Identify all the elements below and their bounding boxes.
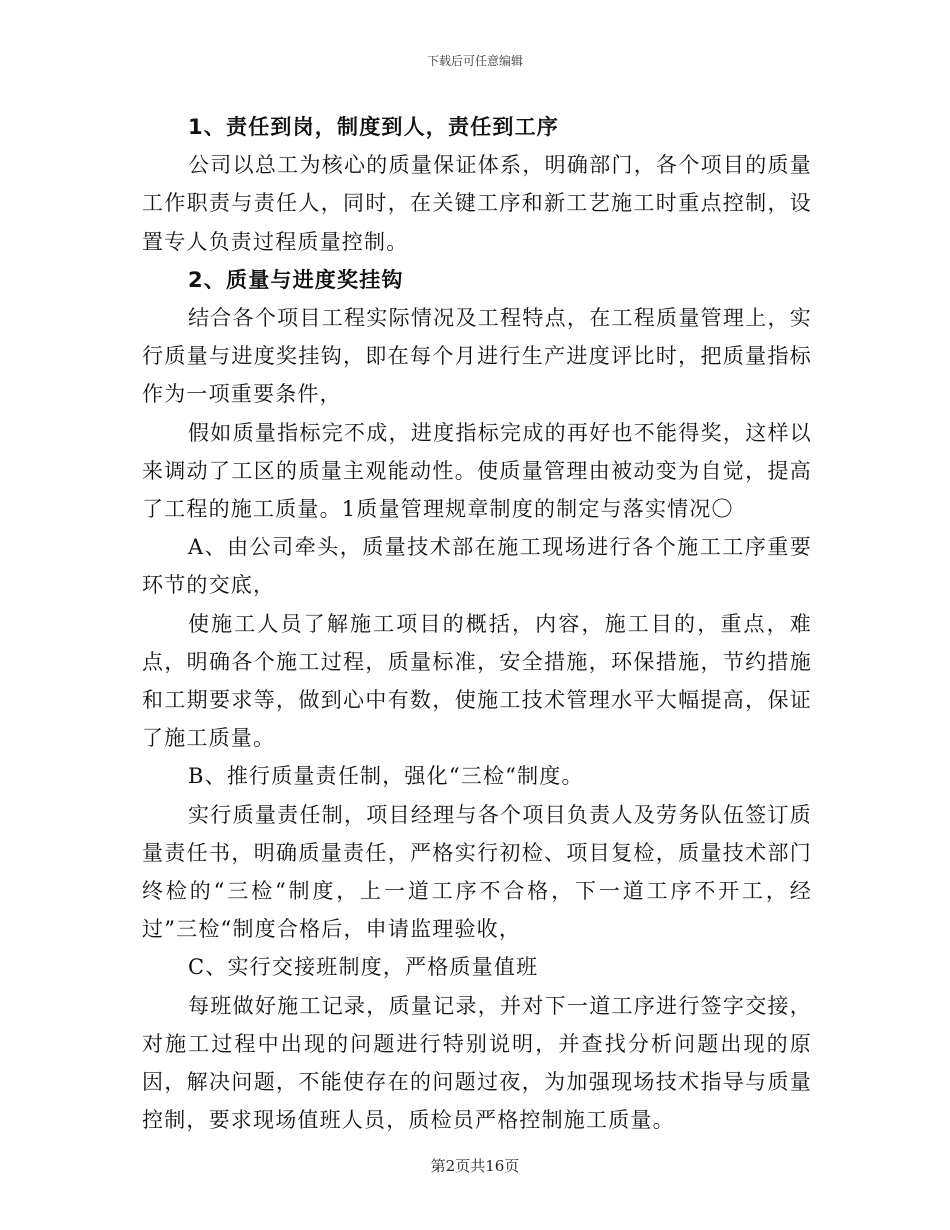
section-heading-1: 1、责任到岗，制度到人，责任到工序 bbox=[188, 115, 560, 139]
paragraph: B、推行质量责任制，强化“三检“制度。 bbox=[188, 764, 584, 789]
paragraph: C、实行交接班制度，严格质量值班 bbox=[188, 955, 539, 980]
paragraph: 实行质量责任制，项目经理与各个项目负责人及劳务队伍签订质量责任书，明确质量责任，严格实行初检、项目复检，质量技术部门终检的“三检“制度，上一道工序不合格，下一道工序不开工，经过”三检“制度合格后，申请监理验收， bbox=[142, 802, 812, 942]
page-number: 第2页共16页 bbox=[430, 1157, 520, 1175]
paragraph: 假如质量指标完不成，进度指标完成的再好也不能得奖，这样以来调动了工区的质量主观能动性。使质量管理由被动变为自觉，提高了工程的施工质量。1质量管理规章制度的制定与落实情况〇 bbox=[142, 420, 812, 522]
section-heading-2: 2、质量与进度奖挂钩 bbox=[188, 267, 404, 292]
paragraph: 使施工人员了解施工项目的概括，内容，施工目的，重点，难点，明确各个施工过程，质量标准，安全措施，环保措施，节约措施和工期要求等，做到心中有数，使施工技术管理水平大幅提高，保证了施工质量。 bbox=[142, 611, 812, 751]
paragraph: A、由公司牵头，质量技术部在施工现场进行各个施工工序重要环节的交底， bbox=[142, 535, 812, 598]
page-header: 下载后可任意编辑 bbox=[426, 54, 523, 68]
paragraph: 公司以总工为核心的质量保证体系，明确部门，各个项目的质量工作职责与责任人，同时，在关键工序和新工艺施工时重点控制，设置专人负责过程质量控制。 bbox=[142, 153, 812, 254]
paragraph: 结合各个项目工程实际情况及工程特点，在工程质量管理上，实行质量与进度奖挂钩，即在每个月进行生产进度评比时，把质量指标作为一项重要条件， bbox=[142, 306, 812, 407]
document-body bbox=[142, 108, 812, 1139]
paragraph: 每班做好施工记录，质量记录，并对下一道工序进行签字交接，对施工过程中出现的问题进行特别说明，并查找分析问题出现的原因，解决问题，不能使存在的问题过夜，为加强现场技术指导与质量控制，要求现场值班人员，质检员严格控制施工质量。 bbox=[142, 993, 812, 1133]
